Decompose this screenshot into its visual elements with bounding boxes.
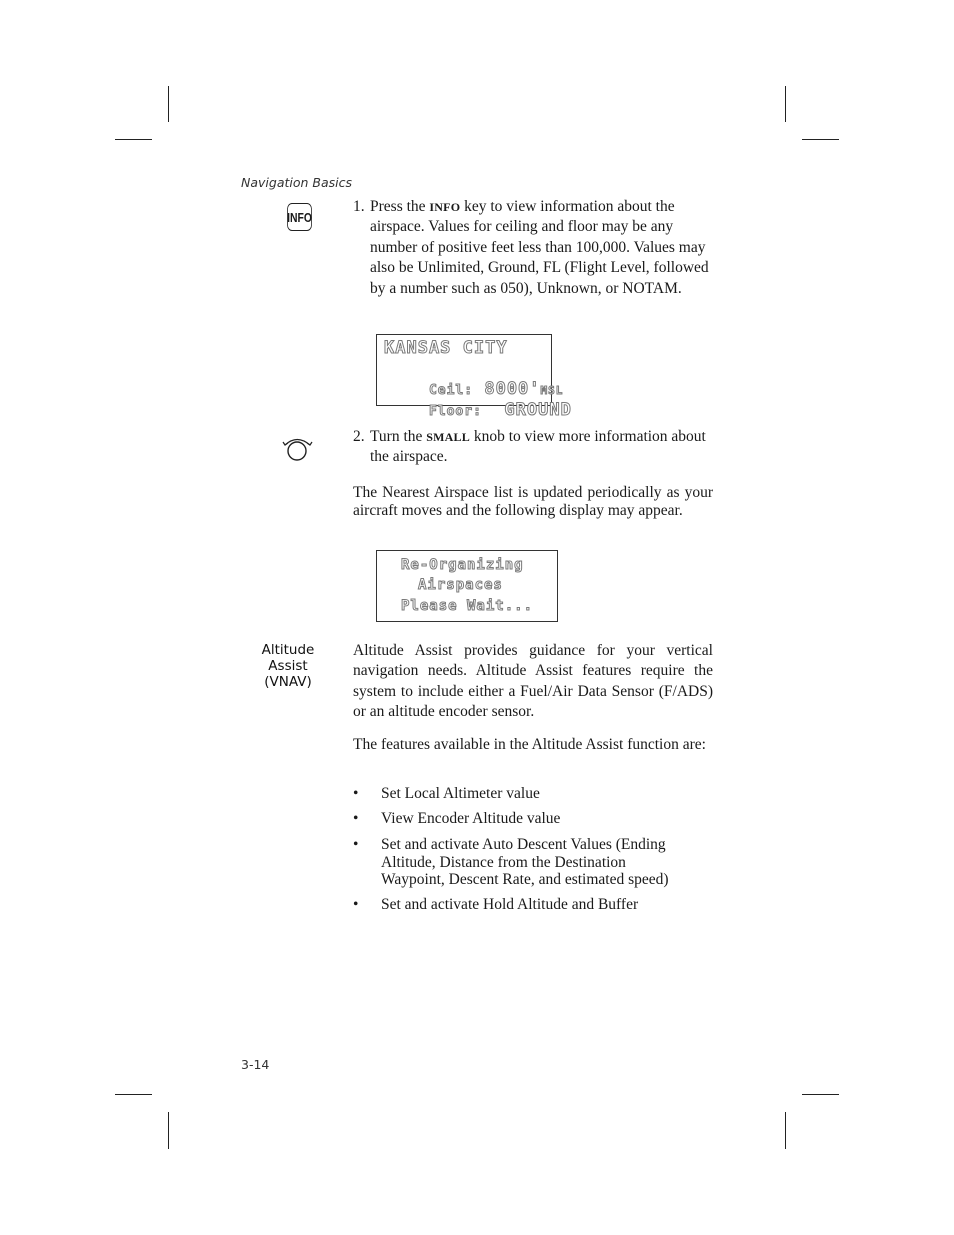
info-key-label: INFO <box>287 209 312 225</box>
step-2 <box>353 427 713 468</box>
list-item-text: Set and activate Auto Descent Values (Ending Altitude, Distance from the Destination Waypoint, Descent Rate, and estimated speed) <box>381 836 669 888</box>
step-number: 2. <box>353 428 365 445</box>
lcd-line-3: Please Wait... <box>401 598 534 614</box>
bullet-dot: • <box>353 836 359 853</box>
bullet-dot: • <box>353 896 359 913</box>
small-knob-icon <box>281 435 315 463</box>
step-text-prefix: Turn the <box>370 428 423 445</box>
crop-mark-bottom-left-vertical <box>168 1112 169 1149</box>
step-text-suffix: key to view information about the airspace. Values for ceiling and floor may be any number of positive feet less than 100,000. Values may also be Unlimited, Ground, FL (Flight Level, followed by a number such as 050), Unknown, or NOTAM. <box>370 198 709 297</box>
list-item-text: Set Local Altimeter value <box>381 785 540 802</box>
step-number: 1. <box>353 198 365 215</box>
list-item-text: View Encoder Altitude value <box>381 810 561 827</box>
crop-mark-bottom-right-horizontal <box>802 1094 839 1095</box>
crop-mark-top-right-vertical <box>785 86 786 122</box>
lcd-floor-value: GROUND <box>504 400 572 420</box>
list-item-text: Set and activate Hold Altitude and Buffer <box>381 896 639 913</box>
info-key-icon <box>287 203 312 231</box>
crop-mark-top-left-horizontal <box>115 139 152 140</box>
step-text-prefix: Press the <box>370 198 426 215</box>
step-text-suffix: knob to view more information about the airspace. <box>370 428 706 466</box>
key-name: SMALL <box>426 430 470 444</box>
lcd-line-2: Airspaces <box>418 577 503 593</box>
paragraph-nearest-airspace: The Nearest Airspace list is updated periodically as your aircraft moves and the following display may appear. <box>353 484 713 519</box>
paragraph-features: The features available in the Altitude Assist function are: <box>353 736 706 753</box>
crop-mark-bottom-left-horizontal <box>115 1094 152 1095</box>
side-heading-line: Altitude <box>261 642 315 658</box>
lcd-ceil-label: Ceil: <box>428 383 474 398</box>
side-heading-line: Assist <box>268 658 308 674</box>
side-heading-altitude-assist <box>250 642 326 690</box>
lcd-ceil-unit: MSL <box>540 384 564 397</box>
bullet-dot: • <box>353 810 359 827</box>
lcd-display-reorganizing <box>376 550 558 622</box>
crop-mark-bottom-right-vertical <box>785 1112 786 1149</box>
running-header: Navigation Basics <box>241 175 352 190</box>
paragraph-altitude-assist: Altitude Assist provides guidance for your vertical navigation needs. Altitude Assist features require the system to include either a Fuel/Air Data Sensor (F/ADS) or an altitude encoder sensor. <box>353 642 713 721</box>
side-heading-line: (VNAV) <box>264 674 312 690</box>
bullet-dot: • <box>353 785 359 802</box>
lcd-line-1: KANSAS CITY <box>384 338 508 358</box>
crop-mark-top-right-horizontal <box>802 139 839 140</box>
lcd-display-airspace-info <box>376 334 572 420</box>
step-1 <box>353 197 713 299</box>
lcd-ceil-value: 8000' <box>484 379 541 399</box>
page-number: 3-14 <box>241 1057 270 1072</box>
lcd-floor-label: Floor: <box>428 404 482 419</box>
key-name: INFO <box>429 200 461 214</box>
lcd-line-1: Re-Organizing <box>401 557 524 573</box>
crop-mark-top-left-vertical <box>168 86 169 122</box>
